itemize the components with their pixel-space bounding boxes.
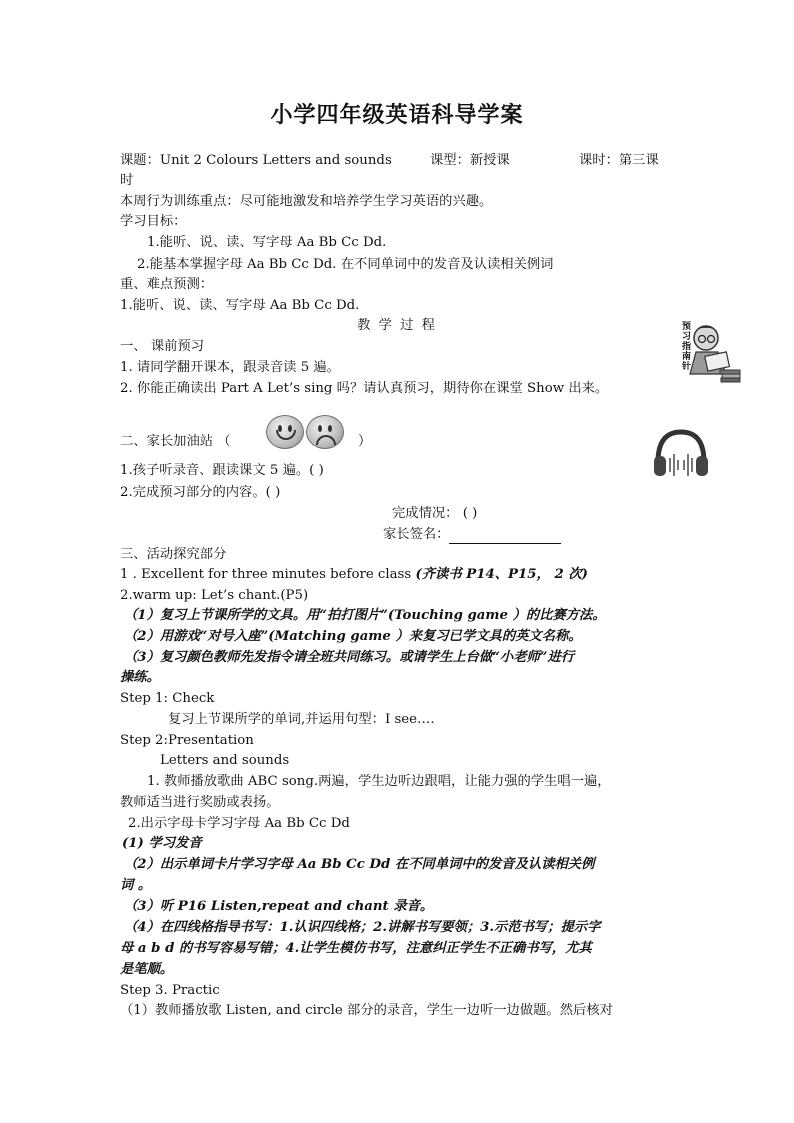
lesson-topic: 课题：Unit 2 Colours Letters and sounds (120, 153, 392, 168)
key-point-1: 1.能听、说、读、写字母 Aa Bb Cc Dd. (120, 298, 360, 313)
headphones-icon (652, 428, 710, 478)
lesson-type: 课型：新授课 (430, 153, 510, 168)
activity-1-note: (齐读书 P14、P15， 2 次) (415, 567, 588, 582)
step-1-text: 复习上节课所学的单词,并运用句型：I see…. (168, 712, 435, 727)
sad-face-icon (306, 415, 344, 449)
step-2-item-1-cont: 教师适当进行奖励或表扬。 (120, 795, 280, 810)
process-heading: 教 学 过 程 (357, 318, 437, 333)
parent-signature-row (383, 526, 561, 544)
warm-up-step-1: （1）复习上节课所学的文具。用“拍打图片”(Touching game ）的比赛方法。 (124, 608, 606, 623)
step-2-sub-3: （3）听 P16 Listen,repeat and chant 录音。 (124, 899, 434, 914)
step-2-item-2: 2.出示字母卡学习字母 Aa Bb Cc Dd (128, 816, 350, 831)
lesson-period: 课时：第三课 (579, 153, 659, 168)
objective-1: 1.能听、说、读、写字母 Aa Bb Cc Dd. (147, 235, 387, 250)
smiley-face-icon (266, 415, 304, 449)
activity-1 (120, 566, 588, 584)
page-title: 小学四年级英语科导学案 (270, 103, 524, 128)
signature-line (449, 529, 561, 544)
section-2-heading-close: ） (358, 434, 372, 449)
step-2-sub-4: （4）在四线格指导书写：1.认识四线格；2.讲解书写要领；3.示范书写；提示字 (124, 920, 601, 935)
warm-up-step-3-cont: 操练。 (120, 670, 160, 685)
step-2-sub-4-cont-1: 母 a b d 的书写容易写错；4.让学生模仿书写，注意纠正学生不正确书写，尤其 (120, 941, 592, 956)
step-2-heading: Step 2:Presentation (120, 733, 254, 748)
step-2-sub-1: (1) 学习发音 (122, 836, 202, 851)
step-3-item-1: （1）教师播放歌 Listen, and circle 部分的录音，学生一边听一边做题。然后核对 (120, 1003, 613, 1018)
step-3-heading: Step 3. Practic (120, 983, 220, 998)
step-2-sub-2: （2）出示单词卡片学习字母 Aa Bb Cc Dd 在不同单词中的发音及认读相关例 (124, 857, 595, 872)
section-2-heading: 二、家长加油站 （ (120, 434, 231, 449)
key-points-heading: 重、难点预测： (120, 277, 214, 292)
preview-item-2: 2. 你能正确读出 Part A Let’s sing 吗？请认真预习，期待你在课堂 Show 出来。 (120, 381, 609, 396)
parent-item-2: 2.完成预习部分的内容。( ) (120, 485, 281, 500)
step-2-sub-2-cont: 词 。 (120, 878, 152, 893)
warm-up: 2.warm up: Let’s chant.(P5) (120, 588, 309, 603)
weekly-focus: 本周行为训练重点：尽可能地激发和培养学生学习英语的兴趣。 (120, 194, 493, 209)
warm-up-step-2: （2）用游戏“对号入座”(Matching game ）来复习已学文具的英文名称。 (124, 629, 582, 644)
objectives-heading: 学习目标： (120, 214, 187, 229)
step-2-item-1: 1. 教师播放歌曲 ABC song.两遍，学生边听边跟唱，让能力强的学生唱一遍， (147, 774, 611, 789)
step-2-sub-4-cont-2: 是笔顺。 (120, 962, 174, 977)
warm-up-step-3: （3）复习颜色教师先发指令请全班共同练习。或请学生上台做“小老师”进行 (124, 650, 575, 665)
preview-item-1: 1. 请同学翻开课本，跟录音读 5 遍。 (120, 360, 340, 375)
section-1-heading: 一、 课前预习 (120, 339, 205, 354)
activity-1-text: 1 . Excellent for three minutes before class (120, 567, 412, 582)
section-3-heading: 三、活动探究部分 (120, 547, 227, 562)
completion-status: 完成情况： ( ) (392, 506, 478, 521)
lesson-period-cont: 时 (120, 173, 134, 188)
parent-item-1: 1.孩子听录音、跟读课文 5 遍。( ) (120, 463, 324, 478)
step-1-heading: Step 1: Check (120, 691, 215, 706)
parent-signature-label: 家长签名： (383, 527, 450, 542)
clipart-label: 预习指南针 (682, 322, 692, 372)
letters-and-sounds: Letters and sounds (160, 753, 290, 768)
objective-2: 2.能基本掌握字母 Aa Bb Cc Dd. 在不同单词中的发音及认读相关例词 (137, 257, 554, 272)
